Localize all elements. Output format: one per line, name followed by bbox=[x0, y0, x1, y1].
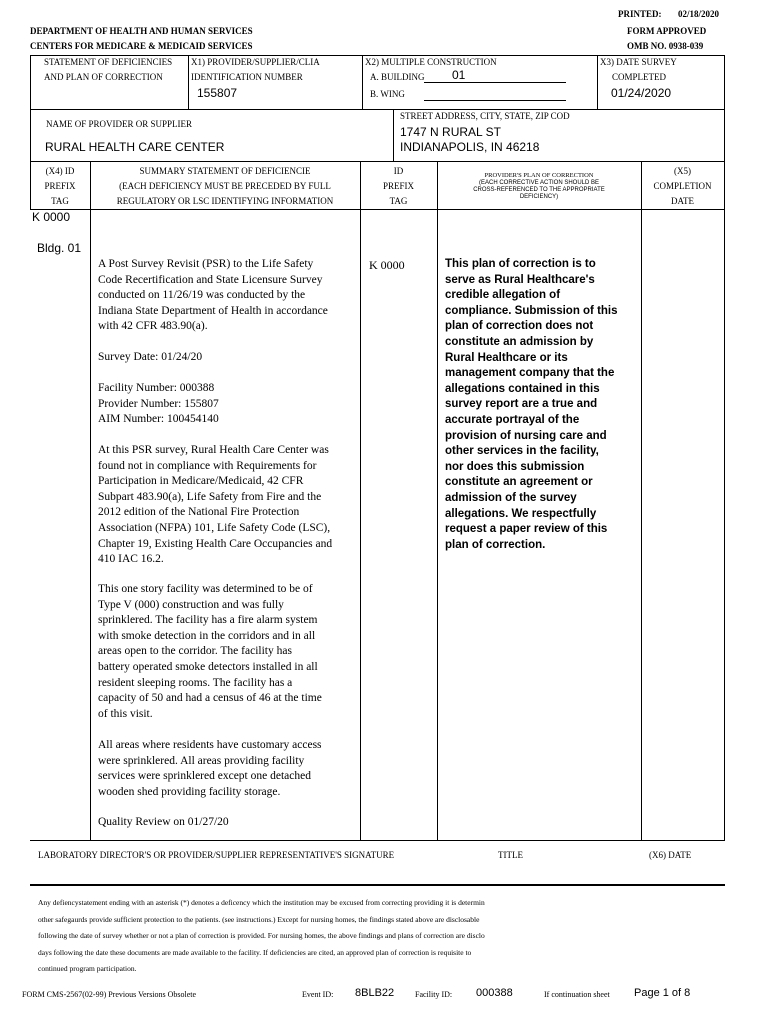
building-label: A. BUILDING bbox=[370, 72, 425, 82]
city-state-zip: INDIANAPOLIS, IN 46218 bbox=[400, 140, 540, 154]
disclaimer-line: other safegaurds provide sufficient protection to the patients. (see instructions.) Except for nursing homes, the findings stated above are disclosable bbox=[38, 914, 480, 924]
right-tag: K 0000 bbox=[369, 258, 405, 272]
rule bbox=[30, 884, 725, 886]
rule bbox=[437, 162, 438, 840]
provider-name-label: NAME OF PROVIDER OR SUPPLIER bbox=[46, 119, 193, 129]
wing-label: B. WING bbox=[370, 89, 405, 99]
title-label: TITLE bbox=[498, 850, 523, 860]
paragraph: A Post Survey Revisit (PSR) to the Life Safety Code Recertification and State Licensure Survey conducted on 11/26/19 was conducted by the Indiana State Department of Health in accordance with 42 CFR 483.90(a). bbox=[98, 258, 328, 333]
statement-label: STATEMENT OF DEFICIENCIES bbox=[44, 57, 173, 67]
disclaimer-line: continued program participation. bbox=[38, 964, 137, 973]
continuation-label: If continuation sheet bbox=[544, 990, 610, 999]
paragraph: This one story facility was determined to be of Type V (000) construction and was fully sprinklered. The facility has a fire alarm system with smoke detection in the corridors and in all areas open to the corridor. The facility has battery operated smoke detectors installed in all resident sleeping rooms. The facility has a capacity of 50 and had a census of 46 at the time of this visit. bbox=[98, 583, 322, 720]
rule bbox=[724, 162, 725, 840]
facility-id: 000388 bbox=[476, 987, 513, 999]
rule bbox=[724, 55, 725, 109]
building-tag: Bldg. 01 bbox=[37, 241, 82, 255]
x4-header-2: PREFIX bbox=[44, 181, 76, 191]
signature-label: LABORATORY DIRECTOR'S OR PROVIDER/SUPPLIER REPRESENTATIVE'S SIGNATURE bbox=[38, 850, 395, 860]
rule bbox=[393, 109, 394, 161]
summary-header-2: (EACH DEFICIENCY MUST BE PRECEDED BY FULL bbox=[119, 181, 331, 191]
poc-header: PROVIDER'S PLAN OF CORRECTION bbox=[484, 172, 594, 179]
id-header: ID bbox=[393, 166, 404, 176]
rule bbox=[724, 109, 725, 161]
x3-label-2: COMPLETED bbox=[612, 72, 666, 82]
form-approved: FORM APPROVED bbox=[627, 26, 707, 36]
rule bbox=[362, 55, 363, 109]
poc-header-2: (EACH CORRECTIVE ACTION SHOULD BE bbox=[478, 180, 600, 186]
omb-number: OMB NO. 0938-039 bbox=[627, 41, 704, 51]
statement-label-2: AND PLAN OF CORRECTION bbox=[44, 72, 163, 82]
rule bbox=[641, 162, 642, 840]
disclaimer-line: days following the date these documents are made available to the facility. If deficiencies are cited, an approved plan of correction is requisite to bbox=[38, 947, 472, 957]
provider-name: RURAL HEALTH CARE CENTER bbox=[45, 140, 225, 154]
x4-header-3: TAG bbox=[51, 196, 69, 206]
rule bbox=[360, 162, 361, 840]
rule bbox=[30, 209, 725, 210]
form-number: FORM CMS-2567(02-99) Previous Versions Obsolete bbox=[22, 990, 197, 999]
paragraph: Quality Review on 01/27/20 bbox=[98, 816, 229, 828]
rule bbox=[30, 161, 725, 162]
printed-label: PRINTED: bbox=[618, 9, 662, 19]
building-value: 01 bbox=[452, 68, 466, 82]
x4-header: (X4) ID bbox=[45, 166, 75, 176]
paragraph: Survey Date: 01/24/20 bbox=[98, 351, 203, 363]
address-label: STREET ADDRESS, CITY, STATE, ZIP COD bbox=[400, 111, 570, 121]
rule bbox=[30, 840, 725, 841]
printed-date: 02/18/2020 bbox=[678, 9, 720, 19]
x5-header-2: COMPLETION bbox=[653, 181, 712, 191]
rule bbox=[30, 109, 31, 161]
rule bbox=[188, 55, 189, 109]
poc-header-3: CROSS-REFERENCED TO THE APPROPRIATE bbox=[473, 187, 605, 193]
centers-title: CENTERS FOR MEDICARE & MEDICAID SERVICES bbox=[30, 41, 253, 51]
rule bbox=[597, 55, 598, 109]
summary-header: SUMMARY STATEMENT OF DEFICIENCIE bbox=[139, 166, 311, 176]
wing-underline bbox=[424, 100, 566, 101]
disclaimer-line: Any defiencystatement ending with an asterisk (*) denotes a deficency which the institution may be excused from correcting providing it is determin bbox=[38, 898, 485, 907]
survey-date: 01/24/2020 bbox=[611, 86, 672, 100]
disclaimer bbox=[38, 895, 728, 978]
rule bbox=[30, 55, 31, 109]
x5-header: (X5) bbox=[674, 166, 691, 176]
id-header-2: PREFIX bbox=[382, 181, 414, 191]
left-tag: K 0000 bbox=[32, 210, 71, 224]
disclaimer-line: following the date of survey whether or not a plan of correction is provided. For nursing homes, the above findings and plans of correction are disclo bbox=[38, 931, 485, 940]
department-title: DEPARTMENT OF HEALTH AND HUMAN SERVICES bbox=[30, 26, 253, 36]
facility-id-label: Facility ID: bbox=[415, 990, 453, 999]
rule bbox=[30, 55, 725, 56]
paragraph: At this PSR survey, Rural Health Care Center was found not in compliance with Requirements for Participation in Medicare/Medicaid, 42 CFR Subpart 483.90(a), Life Safety from Fire and the 2012 edition of the National Fire Protection Association (NFPA) 101, Life Safety Code (LSC), Chapter 19, Existing Health Care Occupancies and 410 IAC 16.2. bbox=[98, 444, 333, 566]
building-underline bbox=[424, 82, 566, 83]
poc-header-4: DEFICIENCY) bbox=[519, 194, 559, 200]
event-id-label: Event ID: bbox=[302, 990, 334, 999]
x1-label: X1) PROVIDER/SUPPLIER/CLIA bbox=[191, 57, 320, 67]
x2-label: X2) MULTIPLE CONSTRUCTION bbox=[365, 57, 497, 67]
date-label: (X6) DATE bbox=[649, 850, 692, 860]
plan-of-correction-text: This plan of correction is to serve as Rural Healthcare's credible allegation of compliance. Submission of this plan of correction does not constitute an admission by Rural Healthcare or its management company that the allegations contained in this survey report are a true and accurate portrayal of the provision of nursing care and other services in the facility, nor does this submission constitute an agreement or admission of the survey allegations. We respectfully request a paper review of this plan of correction. bbox=[445, 258, 618, 551]
id-header-3: TAG bbox=[389, 196, 408, 206]
x1-label-2: IDENTIFICATION NUMBER bbox=[191, 72, 303, 82]
page-number: Page 1 of 8 bbox=[634, 987, 691, 999]
summary-header-3: REGULATORY OR LSC IDENTIFYING INFORMATION bbox=[116, 196, 334, 206]
rule bbox=[90, 162, 91, 840]
street-address: 1747 N RURAL ST bbox=[400, 125, 501, 139]
rule bbox=[30, 109, 725, 110]
x5-header-3: DATE bbox=[671, 196, 694, 206]
paragraph: All areas where residents have customary access were sprinklered. All areas providing facility services were sprinklered except one detached wooden shed providing facility storage. bbox=[98, 739, 322, 798]
paragraph: Facility Number: 000388 Provider Number: 155807 AIM Number: 100454140 bbox=[98, 382, 219, 426]
event-id: 8BLB22 bbox=[355, 987, 395, 999]
x3-label: X3) DATE SURVEY bbox=[600, 57, 677, 67]
provider-id: 155807 bbox=[197, 86, 238, 100]
